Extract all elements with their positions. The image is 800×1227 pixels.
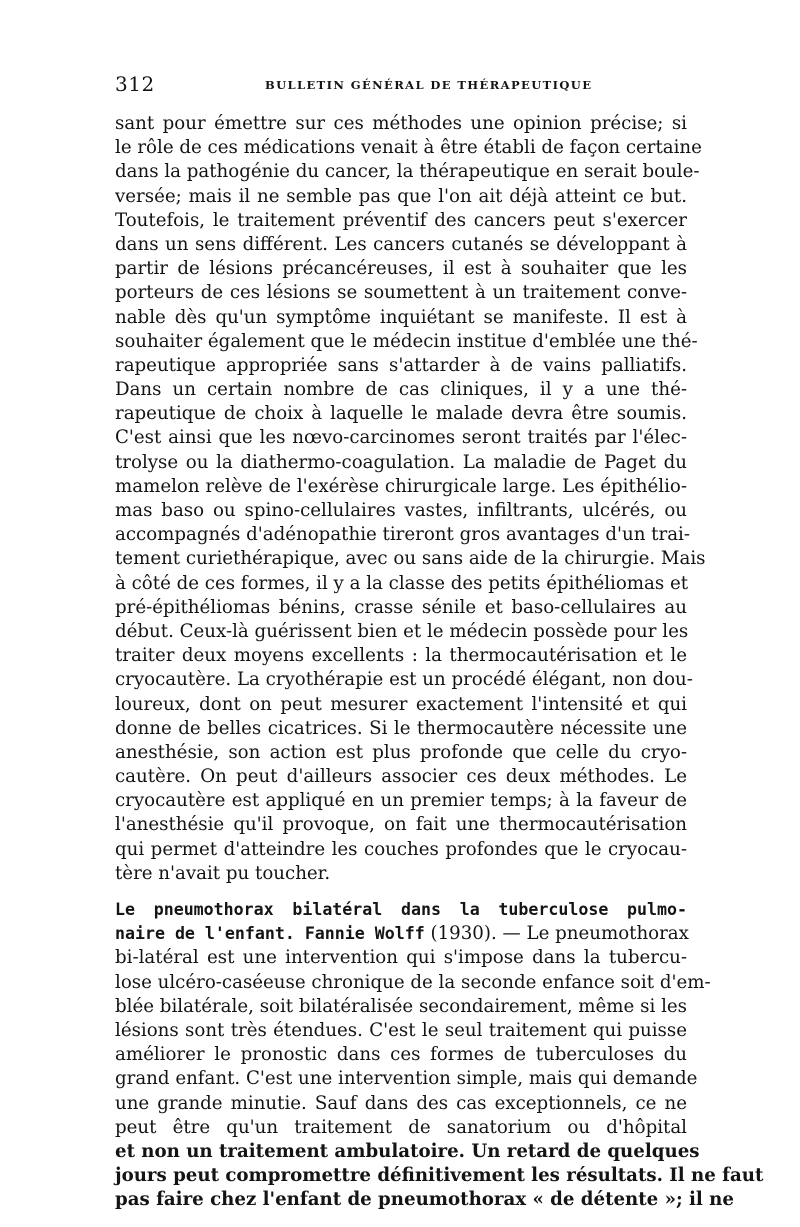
text-line: tement curiethérapique, avec ou sans aide de la chirurgie. Mais bbox=[115, 548, 706, 570]
text-line: peut être qu'un traitement de sanatorium ou d'hôpital bbox=[115, 1116, 687, 1138]
text-line: dans la pathogénie du cancer, la thérapeutique en serait boule- bbox=[115, 161, 700, 183]
text-line: C'est ainsi que les nœvo-carcinomes seront traités par l'élec- bbox=[115, 427, 687, 449]
text-line: trolyse ou la diathermo-coagulation. La maladie de Paget du bbox=[115, 451, 687, 473]
text-line: blée bilatérale, soit bilatéralisée secondairement, même si les bbox=[115, 995, 687, 1017]
text-line: dans un sens différent. Les cancers cutanés se développant à bbox=[115, 233, 687, 255]
paragraph-cancer-treatment bbox=[115, 112, 706, 886]
text-line: Toutefois, le traitement préventif des cancers peut s'exercer bbox=[115, 209, 687, 231]
text-line: grand enfant. C'est une intervention simple, mais qui demande bbox=[115, 1068, 698, 1090]
running-title: BULLETIN GÉNÉRAL DE THÉRAPEUTIQUE bbox=[265, 78, 593, 92]
text-line: qui permet d'atteindre les couches profondes que le cryocau- bbox=[115, 838, 687, 860]
paragraph-pneumothorax bbox=[115, 898, 764, 1212]
text-line: à côté de ces formes, il y a la classe des petits épithéliomas et bbox=[115, 572, 689, 594]
section-heading-continuation bbox=[115, 922, 687, 946]
text-line: bi-latéral est une intervention qui s'impose dans la tubercu- bbox=[115, 947, 687, 969]
text-line: accompagnés d'adénopathie tireront gros avantages d'un trai- bbox=[115, 524, 690, 546]
text-line: cryocautère est appliqué en un premier temps; à la faveur de bbox=[115, 790, 687, 812]
section-heading: Le pneumothorax bilatéral dans la tuberculose pulmo- bbox=[115, 900, 687, 919]
text-line: versée; mais il ne semble pas que l'on ait déjà atteint ce but. bbox=[115, 185, 687, 207]
text-line: porteurs de ces lésions se soumettent à un traitement conve- bbox=[115, 282, 687, 304]
text-line: l'anesthésie qu'il provoque, on fait une thermocautérisation bbox=[115, 814, 687, 836]
section-heading-bold: naire de l'enfant. Fannie Wolff bbox=[115, 924, 425, 944]
section-gap bbox=[115, 886, 687, 898]
text-line: donne de belles cicatrices. Si le thermocautère nécessite une bbox=[115, 717, 687, 739]
text-line: rapeutique appropriée sans s'attarder à de vains palliatifs. bbox=[115, 354, 687, 376]
text-line: cryocautère. La cryothérapie est un procédé élégant, non dou- bbox=[115, 669, 693, 691]
page-number: 312 bbox=[115, 72, 155, 96]
text-line: le rôle de ces médications venait à être établi de façon certaine bbox=[115, 137, 702, 159]
text-line: loureux, dont on peut mesurer exactement l'intensité et qui bbox=[115, 693, 687, 715]
text-line: jours peut compromettre définitivement les résultats. Il ne faut bbox=[115, 1165, 764, 1187]
text-line: améliorer le pronostic dans ces formes de tuberculoses du bbox=[115, 1044, 687, 1066]
text-line: souhaiter également que le médecin institue d'emblée une thé- bbox=[115, 330, 698, 352]
text-line: cautère. On peut d'ailleurs associer ces deux méthodes. Le bbox=[115, 766, 687, 788]
text-line: tère n'avait pu toucher. bbox=[115, 862, 331, 884]
text-line: et non un traitement ambulatoire. Un retard de quelques bbox=[115, 1140, 700, 1162]
text-line: nable dès qu'un symptôme inquiétant se manifeste. Il est à bbox=[115, 306, 687, 328]
running-head bbox=[115, 72, 690, 102]
text-line: anesthésie, son action est plus profonde que celle du cryo- bbox=[115, 741, 687, 763]
text-line: lésions sont très étendues. C'est le seul traitement qui puisse bbox=[115, 1019, 687, 1041]
section-heading-citation: (1930). — Le pneumothorax bbox=[424, 923, 689, 945]
text-line: mamelon relève de l'exérèse chirurgicale large. Les épithélio- bbox=[115, 475, 687, 497]
text-line: sant pour émettre sur ces méthodes une opinion précise; si bbox=[115, 113, 687, 134]
text-line: pré-épithéliomas bénins, crasse sénile et baso-cellulaires au bbox=[115, 596, 687, 618]
text-line: une grande minutie. Sauf dans des cas exceptionnels, ce ne bbox=[115, 1092, 687, 1114]
text-line: lose ulcéro-caséeuse chronique de la seconde enfance soit d'em- bbox=[115, 971, 711, 993]
text-line: partir de lésions précancéreuses, il est à souhaiter que les bbox=[115, 258, 687, 280]
text-line: rapeutique de choix à laquelle le malade devra être soumis. bbox=[115, 403, 687, 425]
text-line: début. Ceux-là guérissent bien et le médecin possède pour les bbox=[115, 620, 689, 642]
text-line: mas baso ou spino-cellulaires vastes, infiltrants, ulcérés, ou bbox=[115, 500, 687, 521]
text-line: Dans un certain nombre de cas cliniques, il y a une thé- bbox=[115, 379, 687, 401]
text-line: traiter deux moyens excellents : la thermocautérisation et le bbox=[115, 645, 687, 667]
text-line: pas faire chez l'enfant de pneumothorax « de détente »; il ne bbox=[115, 1189, 734, 1211]
body-text bbox=[115, 112, 764, 1212]
